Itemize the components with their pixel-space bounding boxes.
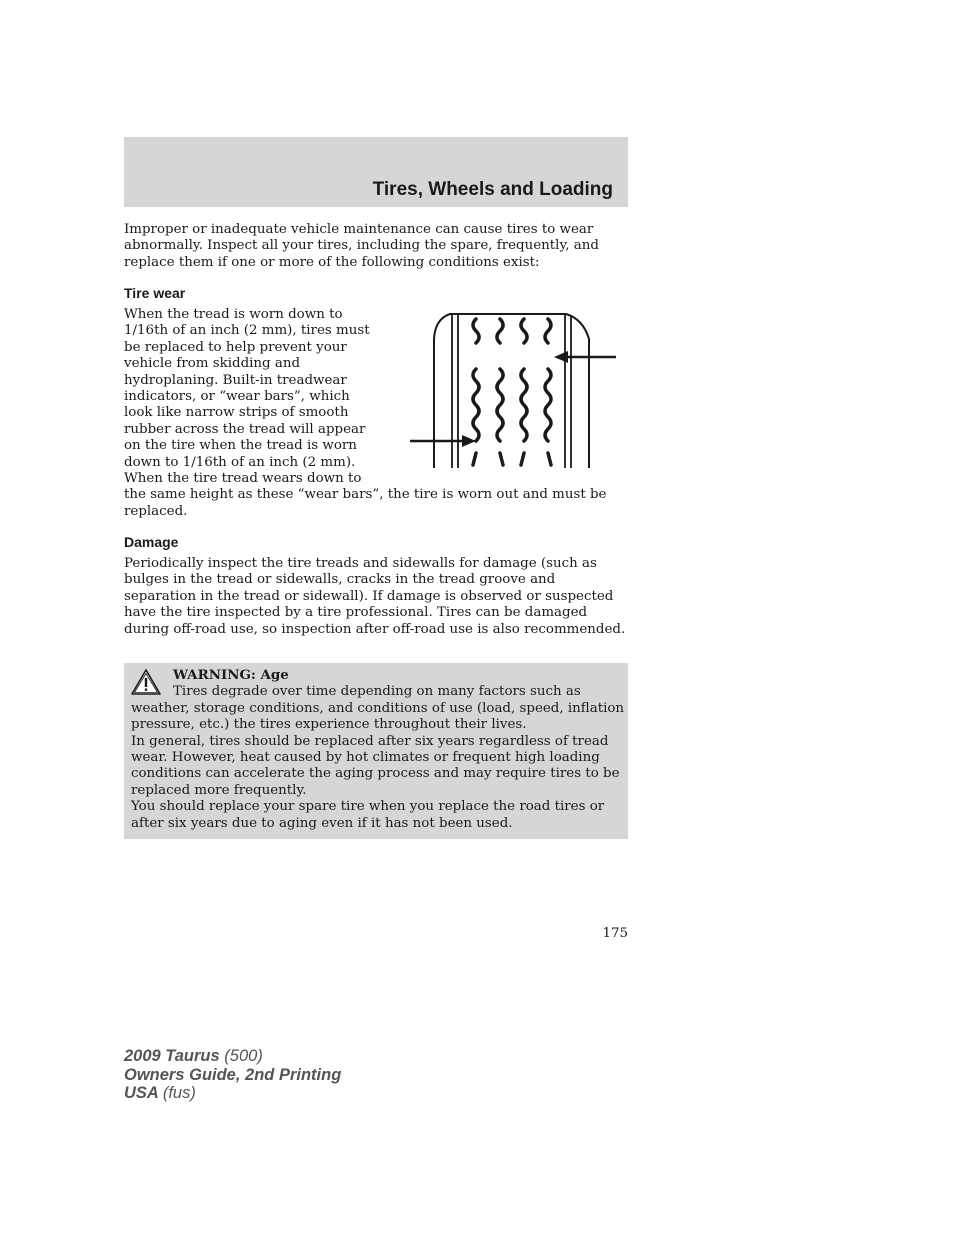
warning-title: WARNING: Age <box>173 667 289 683</box>
section-header-band <box>124 137 628 207</box>
figure-float-spacer <box>378 307 628 482</box>
tire-wear-paragraph <box>124 307 628 520</box>
footer-line-market <box>124 1084 341 1103</box>
warning-box <box>124 663 628 839</box>
warning-paragraph: Tires degrade over time depending on many factors such as weather, storage conditions, and conditions of use (load, speed, inflation pressure, etc.) the tires experience throughout their lives. <box>131 684 625 733</box>
warning-paragraph: In general, tires should be replaced after six years regardless of tread wear. However, heat caused by hot climates or frequent high loading conditions can accelerate the aging process and may require tires to be replaced more frequently. <box>131 733 620 798</box>
footer-market-code: (fus) <box>162 1084 196 1102</box>
warning-content <box>131 667 625 832</box>
footer-model-code: (500) <box>224 1047 263 1065</box>
footer-market: USA <box>124 1084 159 1102</box>
warning-triangle-icon <box>131 667 173 699</box>
page-number: 175 <box>602 926 628 941</box>
footer-line-model <box>124 1047 341 1066</box>
document-footer <box>124 1047 341 1103</box>
footer-model: 2009 Taurus <box>124 1047 220 1065</box>
section-title: Tires, Wheels and Loading <box>372 179 613 200</box>
damage-heading: Damage <box>124 534 179 550</box>
warning-paragraph: You should replace your spare tire when you replace the road tires or after six years due to aging even if it has not been used. <box>131 799 605 831</box>
intro-paragraph: Improper or inadequate vehicle maintenance can cause tires to wear abnormally. Inspect all your tires, including the spare, frequently, and replace them if one or more of the following conditions exist: <box>124 222 599 270</box>
damage-paragraph: Periodically inspect the tire treads and sidewalls for damage (such as bulges in the tread or sidewalls, cracks in the tread groove and separation in the tread or sidewall). If damage is observed or suspected have the tire inspected by a tire professional. Tires can be damaged during off-road use, so inspection after off-road use is also recommended. <box>124 556 626 637</box>
tire-wear-text: When the tread is worn down to 1/16th of an inch (2 mm), tires must be replaced to help prevent your vehicle from skidding and hydroplaning. Built-in treadwear indicators, or “wear bars”, which look like narrow strips of smooth rubber across the tread will appear on the tire when the tread is worn down to 1/16th of an inch (2 mm). When the tire tread wears down to the same height as these “wear bars”, the tire is worn out and must be replaced. <box>124 307 607 519</box>
footer-line-guide: Owners Guide, 2nd Printing <box>124 1065 342 1084</box>
tire-wear-heading: Tire wear <box>124 285 186 301</box>
